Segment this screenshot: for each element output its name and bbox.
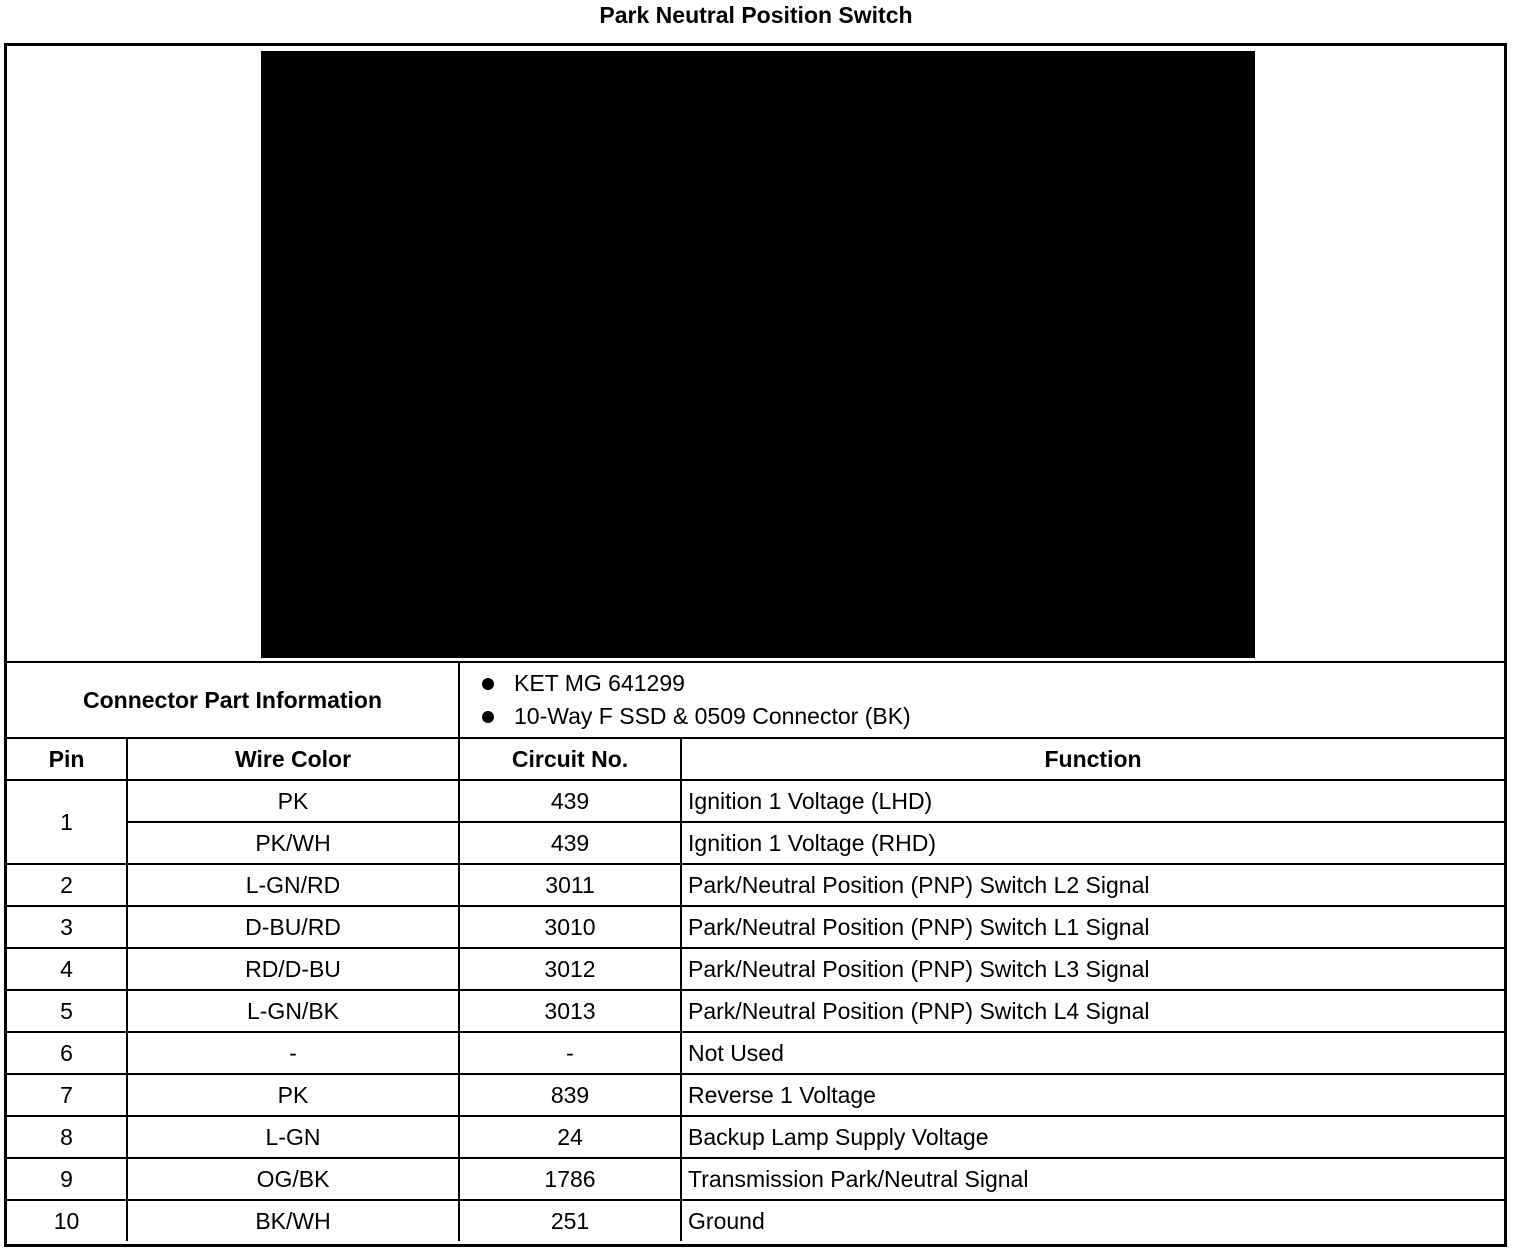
function-cell: Ignition 1 Voltage (LHD) [681,780,1504,822]
circuit-cell: 251 [459,1200,681,1241]
table-row [7,906,1504,948]
table-row [7,1074,1504,1116]
circuit-cell: 439 [459,780,681,822]
table-row [7,1158,1504,1200]
wire-color-cell: D-BU/RD [127,906,459,948]
function-cell: Backup Lamp Supply Voltage [681,1116,1504,1158]
wire-color-cell: L-GN/RD [127,864,459,906]
table-row [7,1200,1504,1241]
function-cell: Ignition 1 Voltage (RHD) [681,822,1504,864]
circuit-cell: 24 [459,1116,681,1158]
pinout-table [7,661,1504,1241]
table-row [7,864,1504,906]
pin-cell: 8 [7,1116,127,1158]
connector-image [261,51,1255,658]
pin-cell: 5 [7,990,127,1032]
pin-cell: 1 [7,780,127,864]
wire-color-cell: - [127,1032,459,1074]
wire-color-cell: L-GN/BK [127,990,459,1032]
page-title: Park Neutral Position Switch [599,2,913,28]
function-cell: Reverse 1 Voltage [681,1074,1504,1116]
connector-image-area [7,46,1504,661]
header-wire-color: Wire Color [127,738,459,780]
function-cell: Park/Neutral Position (PNP) Switch L1 Signal [681,906,1504,948]
circuit-cell: - [459,1032,681,1074]
table-row [7,822,1504,864]
circuit-cell: 3011 [459,864,681,906]
part-item-text: KET MG 641299 [514,670,685,696]
header-row [7,738,1504,780]
wire-color-cell: PK [127,1074,459,1116]
header-function: Function [681,738,1504,780]
table-row [7,1032,1504,1074]
function-cell: Park/Neutral Position (PNP) Switch L2 Signal [681,864,1504,906]
bullet-icon [482,711,494,723]
circuit-cell: 3012 [459,948,681,990]
wire-color-cell: BK/WH [127,1200,459,1241]
table-row [7,1116,1504,1158]
wire-color-cell: OG/BK [127,1158,459,1200]
function-cell: Not Used [681,1032,1504,1074]
pin-cell: 10 [7,1200,127,1241]
connector-sheet [4,43,1507,1247]
pin-cell: 7 [7,1074,127,1116]
circuit-cell: 1786 [459,1158,681,1200]
bullet-icon [482,678,494,690]
table-row [7,948,1504,990]
wire-color-cell: RD/D-BU [127,948,459,990]
part-item [482,667,1504,700]
table-row [7,780,1504,822]
wire-color-cell: L-GN [127,1116,459,1158]
part-item [482,700,1504,733]
pin-cell: 3 [7,906,127,948]
pin-cell: 6 [7,1032,127,1074]
circuit-cell: 3013 [459,990,681,1032]
function-cell: Park/Neutral Position (PNP) Switch L4 Signal [681,990,1504,1032]
function-cell: Park/Neutral Position (PNP) Switch L3 Signal [681,948,1504,990]
pin-cell: 2 [7,864,127,906]
part-item-text: 10-Way F SSD & 0509 Connector (BK) [514,703,911,729]
circuit-cell: 3010 [459,906,681,948]
connector-part-label: Connector Part Information [7,662,459,738]
function-cell: Transmission Park/Neutral Signal [681,1158,1504,1200]
connector-part-list [459,662,1504,738]
pin-cell: 4 [7,948,127,990]
pin-cell: 9 [7,1158,127,1200]
circuit-cell: 439 [459,822,681,864]
wire-color-cell: PK [127,780,459,822]
header-circuit-no: Circuit No. [459,738,681,780]
circuit-cell: 839 [459,1074,681,1116]
wire-color-cell: PK/WH [127,822,459,864]
connector-part-row [7,662,1504,738]
function-cell: Ground [681,1200,1504,1241]
table-row [7,990,1504,1032]
header-pin: Pin [7,738,127,780]
